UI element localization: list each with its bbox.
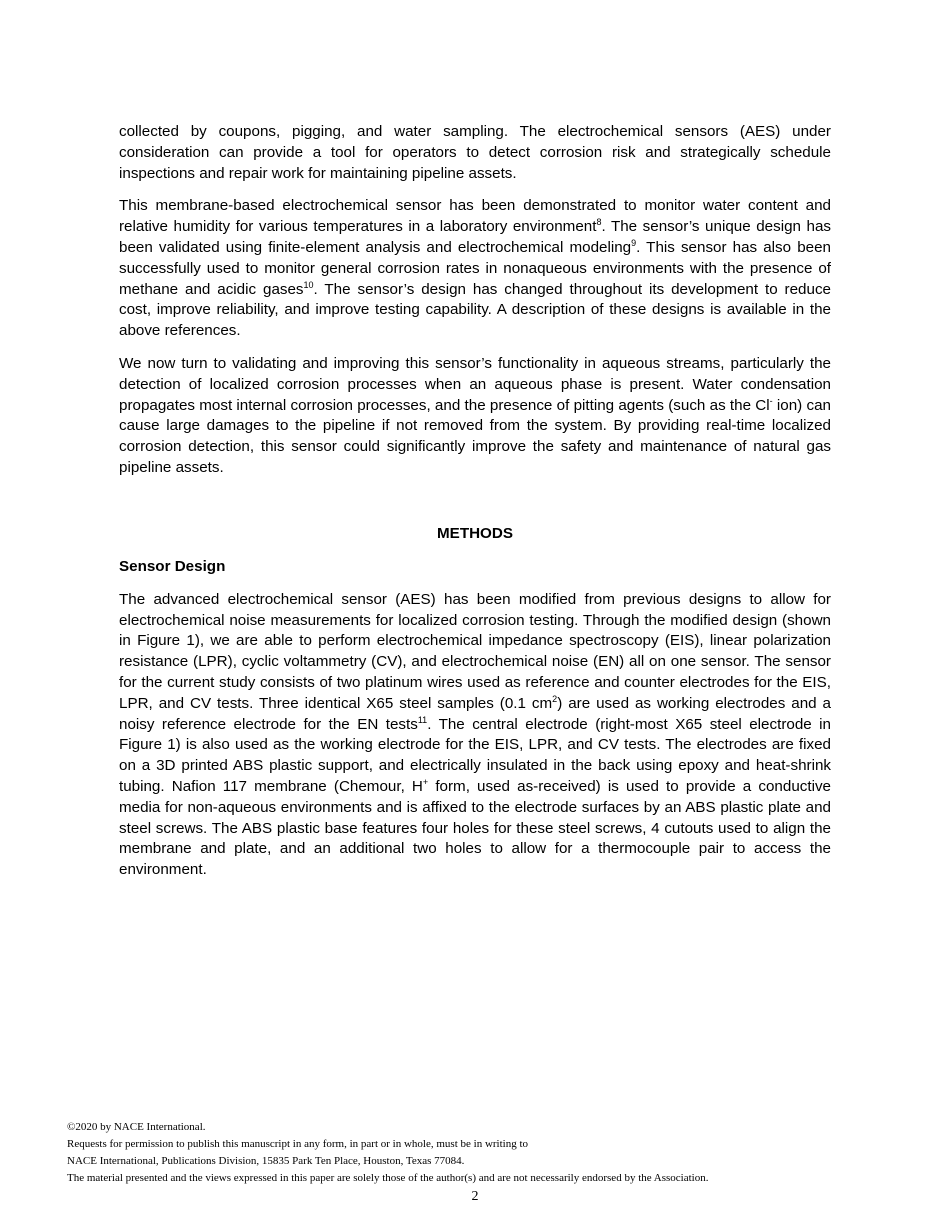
copyright-footer [67,1119,887,1187]
paragraph-2: This membrane-based electrochemical sensor has been demonstrated to monitor water content and relative humidity for various temperatures in a laboratory environment$^8$. The sensor’s unique design has been validated using finite-element analysis and electrochemical modeling$^9$. This sensor has also been successfully used to monitor general corrosion rates in nonaqueous environments with the presence of methane and acidic gases$^{10}$. The sensor’s design has changed throughout its development to reduce cost, improve reliability, and improve testing capability. A description of these designs is available in the above references. [119,197,831,340]
page-number: 2 [471,1189,479,1204]
reference-superscript: 11 [417,714,428,725]
paragraph-3: We now turn to validating and improving this sensor’s functionality in aqueous streams, particularly the detection of localized corrosion processes when an aqueous phase is present. Water condensation propagates most internal corrosion processes, and the presence of pitting agents (such as the Cl- ion) can cause large damages to the pipeline if not removed from the system. By providing real-time localized corrosion detection, this sensor could significantly improve the safety and maintenance of natural gas pipeline assets. [119,354,831,476]
footer-line: ©2020 by NACE International. [67,1121,206,1133]
subheading-sensor-design: Sensor Design [119,557,226,575]
reference-superscript: 8 [596,217,602,228]
unit-superscript: 2 [552,693,558,704]
footer-line: Requests for permission to publish this manuscript in any form, in part or in whole, must be in writing to [67,1138,529,1150]
charge-superscript: - [769,395,773,406]
charge-superscript: + [422,776,429,787]
paragraph-1: collected by coupons, pigging, and water sampling. The electrochemical sensors (AES) under consideration can provide a tool for operators to detect corrosion risk and strategically schedule inspections and repair work for maintaining pipeline assets. [119,123,831,182]
page-body [119,122,831,893]
reference-superscript: 10 [303,279,314,290]
paragraph-4: The advanced electrochemical sensor (AES) has been modified from previous designs to allow for electrochemical noise measurements for localized corrosion testing. Through the modified design (shown in Figure 1), we are able to perform electrochemical impedance spectroscopy (EIS), linear polarization resistance (LPR), cyclic voltammetry (CV), and electrochemical noise (EN) all on one sensor. The sensor for the current study consists of two platinum wires used as reference and counter electrodes for the EIS, LPR, and CV tests. Three identical X65 steel samples (0.1 $cm^2$) are used as working electrodes and a noisy reference electrode for the EN tests$^{11}$. The central electrode (right-most X65 steel electrode in Figure 1) is also used as the working electrode for the EIS, LPR, and CV tests. The electrodes are fixed on a 3D printed ABS plastic support, and electrically insulated in the back using epoxy and heat-shrink tubing. Nafion 117 membrane (Chemour, H+ form, used as-received) is used to provide a conductive media for non-aqueous environments and is affixed to the electrode surfaces by an ABS plastic plate and steel screws. The ABS plastic base features four holes for these steel screws, 4 cutouts used to align the membrane and plate, and an additional two holes to allow for a thermocouple pair to access the environment. [119,590,831,879]
footer-line: NACE International, Publications Division, 15835 Park Ten Place, Houston, Texas 77084. [67,1155,465,1167]
section-heading-methods: METHODS [437,524,513,542]
footer-line: The material presented and the views expressed in this paper are solely those of the author(s) and are not necessarily endorsed by the Association. [67,1172,709,1184]
reference-superscript: 9 [631,237,637,248]
